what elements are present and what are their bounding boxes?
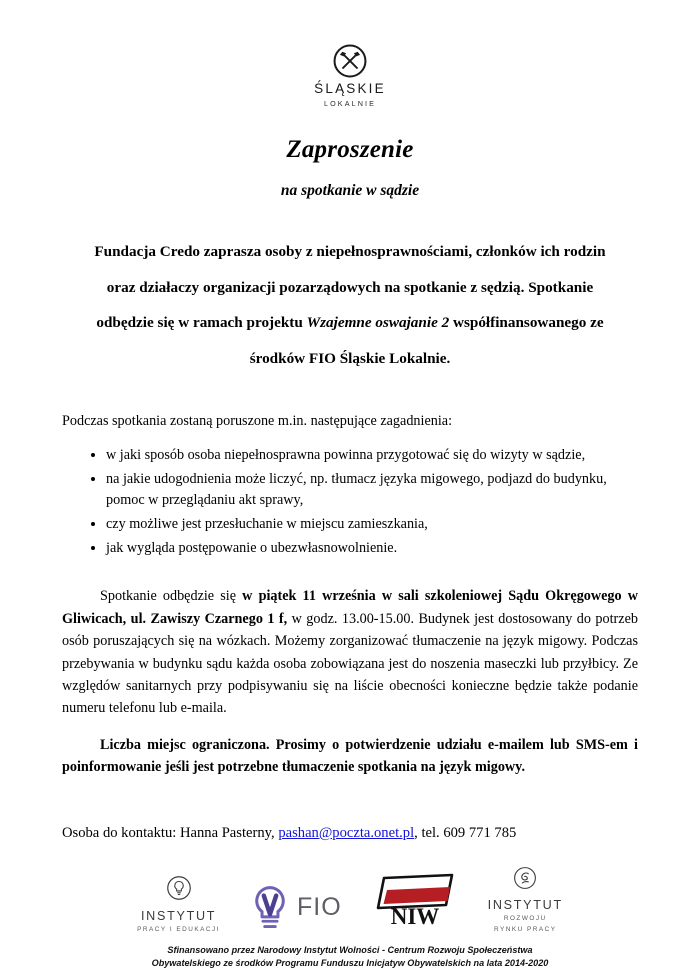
lead-line-2: oraz działaczy organizacji pozarządowych na spotkanie z sędzią. Spotkanie bbox=[106, 278, 594, 296]
list-item: • w jaki sposób osoba niepełnosprawna powinna przygotować się do wizyty w sądzie, bbox=[106, 445, 638, 467]
logo-name: INSTYTUT bbox=[140, 909, 217, 924]
list-item: • jak wygląda postępowanie o ubezwłasnowolnienie. bbox=[106, 538, 638, 560]
lead-line-4: środków FIO Śląskie Lokalnie. bbox=[249, 350, 451, 367]
project-name: Wzajemne oswajanie 2 bbox=[306, 314, 450, 332]
topics-intro: Podczas spotkania zostaną poruszone m.in. następujące zagadnienia: bbox=[62, 412, 453, 429]
footer bbox=[0, 869, 700, 970]
lead-paragraph bbox=[62, 234, 638, 377]
contact-suffix: , tel. 609 771 785 bbox=[414, 824, 517, 841]
logo-niw bbox=[372, 872, 458, 935]
logo-subtitle-line-1: ROZWOJU bbox=[503, 914, 547, 922]
details-part-2: w godz. 13.00-15.00. Budynek jest dostosowany do potrzeb osób poruszających się na wózkach. Możemy zorganizować tłumaczenie na język migowy. Podczas przebywania w budynku sądu każda osoba zobowiązana jest do noszenia maseczki lub przyłbicy. Ze względów sanitarnych przy podpisywaniu się na liście obecności konieczne będzie także podanie numeru telefonu lub e-maila. bbox=[62, 610, 638, 717]
limited-seats-paragraph: Liczba miejsc ograniczona. Prosimy o potwierdzenie udziału e-mailem lub SMS-em i poinformowanie jeśli jest potrzebne tłumaczenie spotkania na język migowy. bbox=[62, 737, 638, 776]
lead-line-3-a: odbędzie się w ramach projektu bbox=[96, 314, 307, 332]
contact-line bbox=[62, 823, 638, 845]
brand-logo bbox=[62, 0, 638, 108]
svg-text:NIW: NIW bbox=[390, 903, 439, 928]
footer-logo-row bbox=[0, 869, 700, 935]
contact-prefix: Osoba do kontaktu: Hanna Pasterny, bbox=[62, 824, 279, 841]
logo-instytut-rozwoju-rynku-pracy bbox=[488, 866, 563, 934]
lightbulb-circle-icon bbox=[166, 875, 192, 901]
spiral-circle-icon bbox=[513, 866, 537, 890]
fio-lightbulb-icon bbox=[250, 885, 290, 931]
lead-line-1: Fundacja Credo zaprasza osoby z niepełnosprawnościami, członków ich rodzin bbox=[94, 242, 606, 260]
polish-flag-niw-icon bbox=[372, 872, 458, 928]
page-title: Zaproszenie bbox=[286, 135, 414, 163]
brand-tagline: LOKALNIE bbox=[324, 98, 376, 108]
logo-name: INSTYTUT bbox=[487, 898, 563, 913]
lead-line-3 bbox=[62, 305, 638, 341]
funding-note bbox=[0, 944, 700, 970]
logo-subtitle: PRACY I EDUKACJI bbox=[137, 925, 220, 933]
topics-list bbox=[62, 445, 638, 559]
brand-name: ŚLĄSKIE bbox=[314, 81, 386, 96]
logo-fio bbox=[250, 885, 342, 935]
lead-line-3-b: współfinansowanego ze bbox=[449, 314, 604, 332]
crossed-hammers-circle-icon bbox=[333, 44, 367, 78]
logo-subtitle-line-2: RYNKU PRACY bbox=[493, 925, 557, 933]
details-paragraph bbox=[62, 585, 638, 720]
contact-email-link[interactable]: pashan@poczta.onet.pl bbox=[278, 824, 415, 841]
funding-note-line-1: Sfinansowano przez Narodowy Instytut Wolności - Centrum Rozwoju Społeczeństwa bbox=[167, 944, 533, 955]
logo-instytut-pracy-i-edukacji bbox=[137, 875, 220, 934]
list-item: • na jakie udogodnienia może liczyć, np. tłumacz języka migowego, podjazd do budynku, pomoc w przeglądaniu akt sprawy, bbox=[106, 469, 638, 512]
logo-name: FIO bbox=[297, 893, 342, 922]
details-part-1: Spotkanie odbędzie się bbox=[100, 588, 243, 605]
page-subtitle: na spotkanie w sądzie bbox=[280, 181, 420, 199]
funding-note-line-2: Obywatelskiego ze środków Programu Funduszu Inicjatyw Obywatelskich na lata 2014-2020 bbox=[151, 957, 549, 968]
list-item: • czy możliwe jest przesłuchanie w miejscu zamieszkania, bbox=[106, 514, 638, 536]
details-bold-venue: w piątek 11 września w sali szkoleniowej Sądu Okręgowego w Gliwicach, ul. Zawiszy Czarnego 1 f, bbox=[62, 588, 639, 627]
